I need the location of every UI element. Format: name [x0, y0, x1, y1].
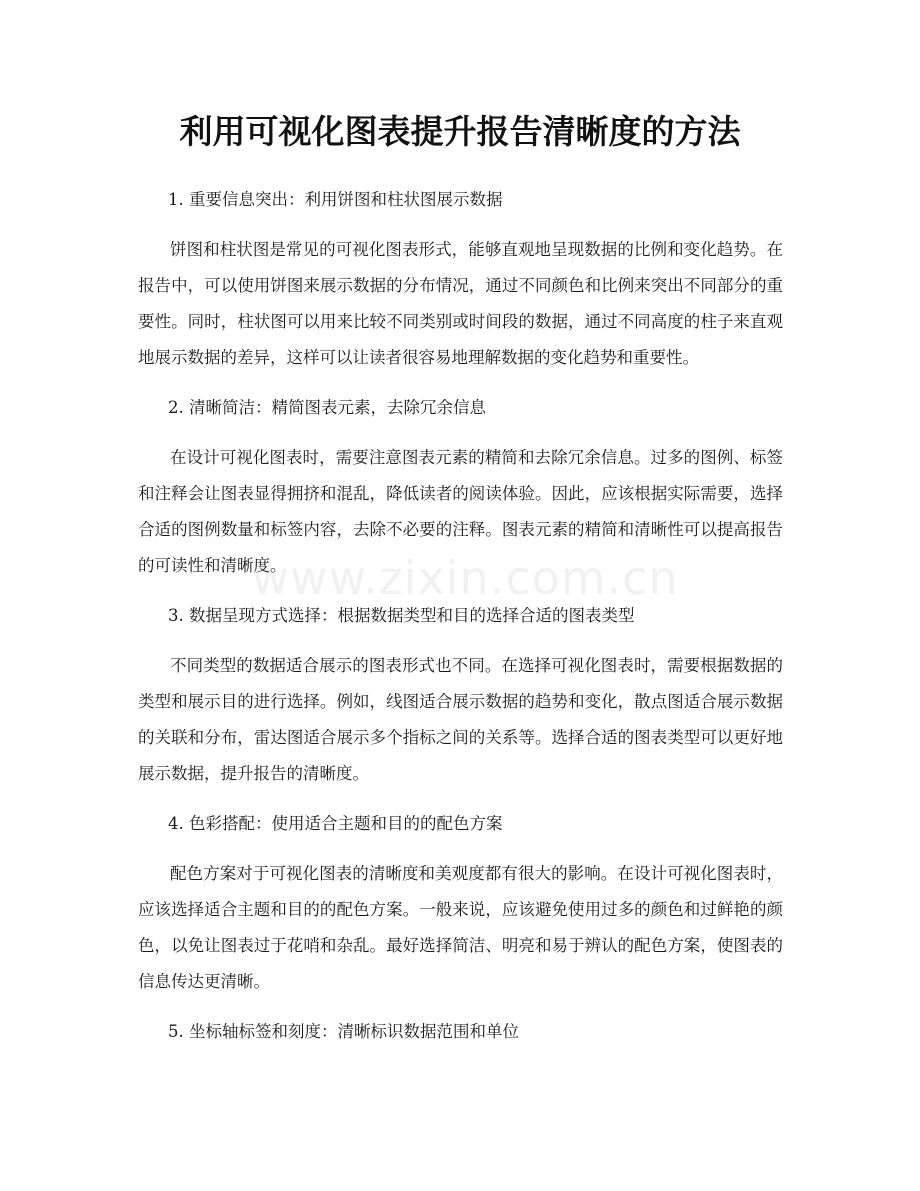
watermark: www.zixin.com.cn	[251, 551, 679, 605]
document-title: 利用可视化图表提升报告清晰度的方法	[179, 112, 741, 151]
section-paragraph-1: 饼图和柱状图是常见的可视化图表形式，能够直观地呈现数据的比例和变化趋势。在报告中，可以使用饼图来展示数据的分布情况，通过不同颜色和比例来突出不同部分的重要性。同时，柱状图可以用来比较不同类别或时间段的数据，通过不同高度的柱子来直观地展示数据的差异，这样可以让读者很容易地理解数据的变化趋势和重要性。	[138, 240, 783, 367]
document-body	[138, 182, 783, 1050]
section-heading-2: 2. 清晰简洁：精简图表元素，去除冗余信息	[168, 398, 486, 417]
section-heading-4: 4. 色彩搭配：使用适合主题和目的的配色方案	[168, 814, 503, 833]
section-paragraph-4: 配色方案对于可视化图表的清晰度和美观度都有很大的影响。在设计可视化图表时，应该选择适合主题和目的的配色方案。一般来说，应该避免使用过多的颜色和过鲜艳的颜色，以免让图表过于花哨和杂乱。最好选择简洁、明亮和易于辨认的配色方案，使图表的信息传达更清晰。	[138, 864, 783, 991]
section-heading-5: 5. 坐标轴标签和刻度：清晰标识数据范围和单位	[168, 1022, 519, 1041]
section-paragraph-2: 在设计可视化图表时，需要注意图表元素的精简和去除冗余信息。过多的图例、标签和注释会让图表显得拥挤和混乱，降低读者的阅读体验。因此，应该根据实际需要，选择合适的图例数量和标签内容，去除不必要的注释。图表元素的精简和清晰性可以提高报告的可读性和清晰度。	[138, 448, 783, 575]
section-heading-3: 3. 数据呈现方式选择：根据数据类型和目的选择合适的图表类型	[168, 606, 635, 625]
section-paragraph-3: 不同类型的数据适合展示的图表形式也不同。在选择可视化图表时，需要根据数据的类型和展示目的进行选择。例如，线图适合展示数据的趋势和变化，散点图适合展示数据的关联和分布，雷达图适合展示多个指标之间的关系等。选择合适的图表类型可以更好地展示数据，提升报告的清晰度。	[138, 656, 783, 783]
section-heading-1: 1. 重要信息突出：利用饼图和柱状图展示数据	[168, 190, 503, 209]
